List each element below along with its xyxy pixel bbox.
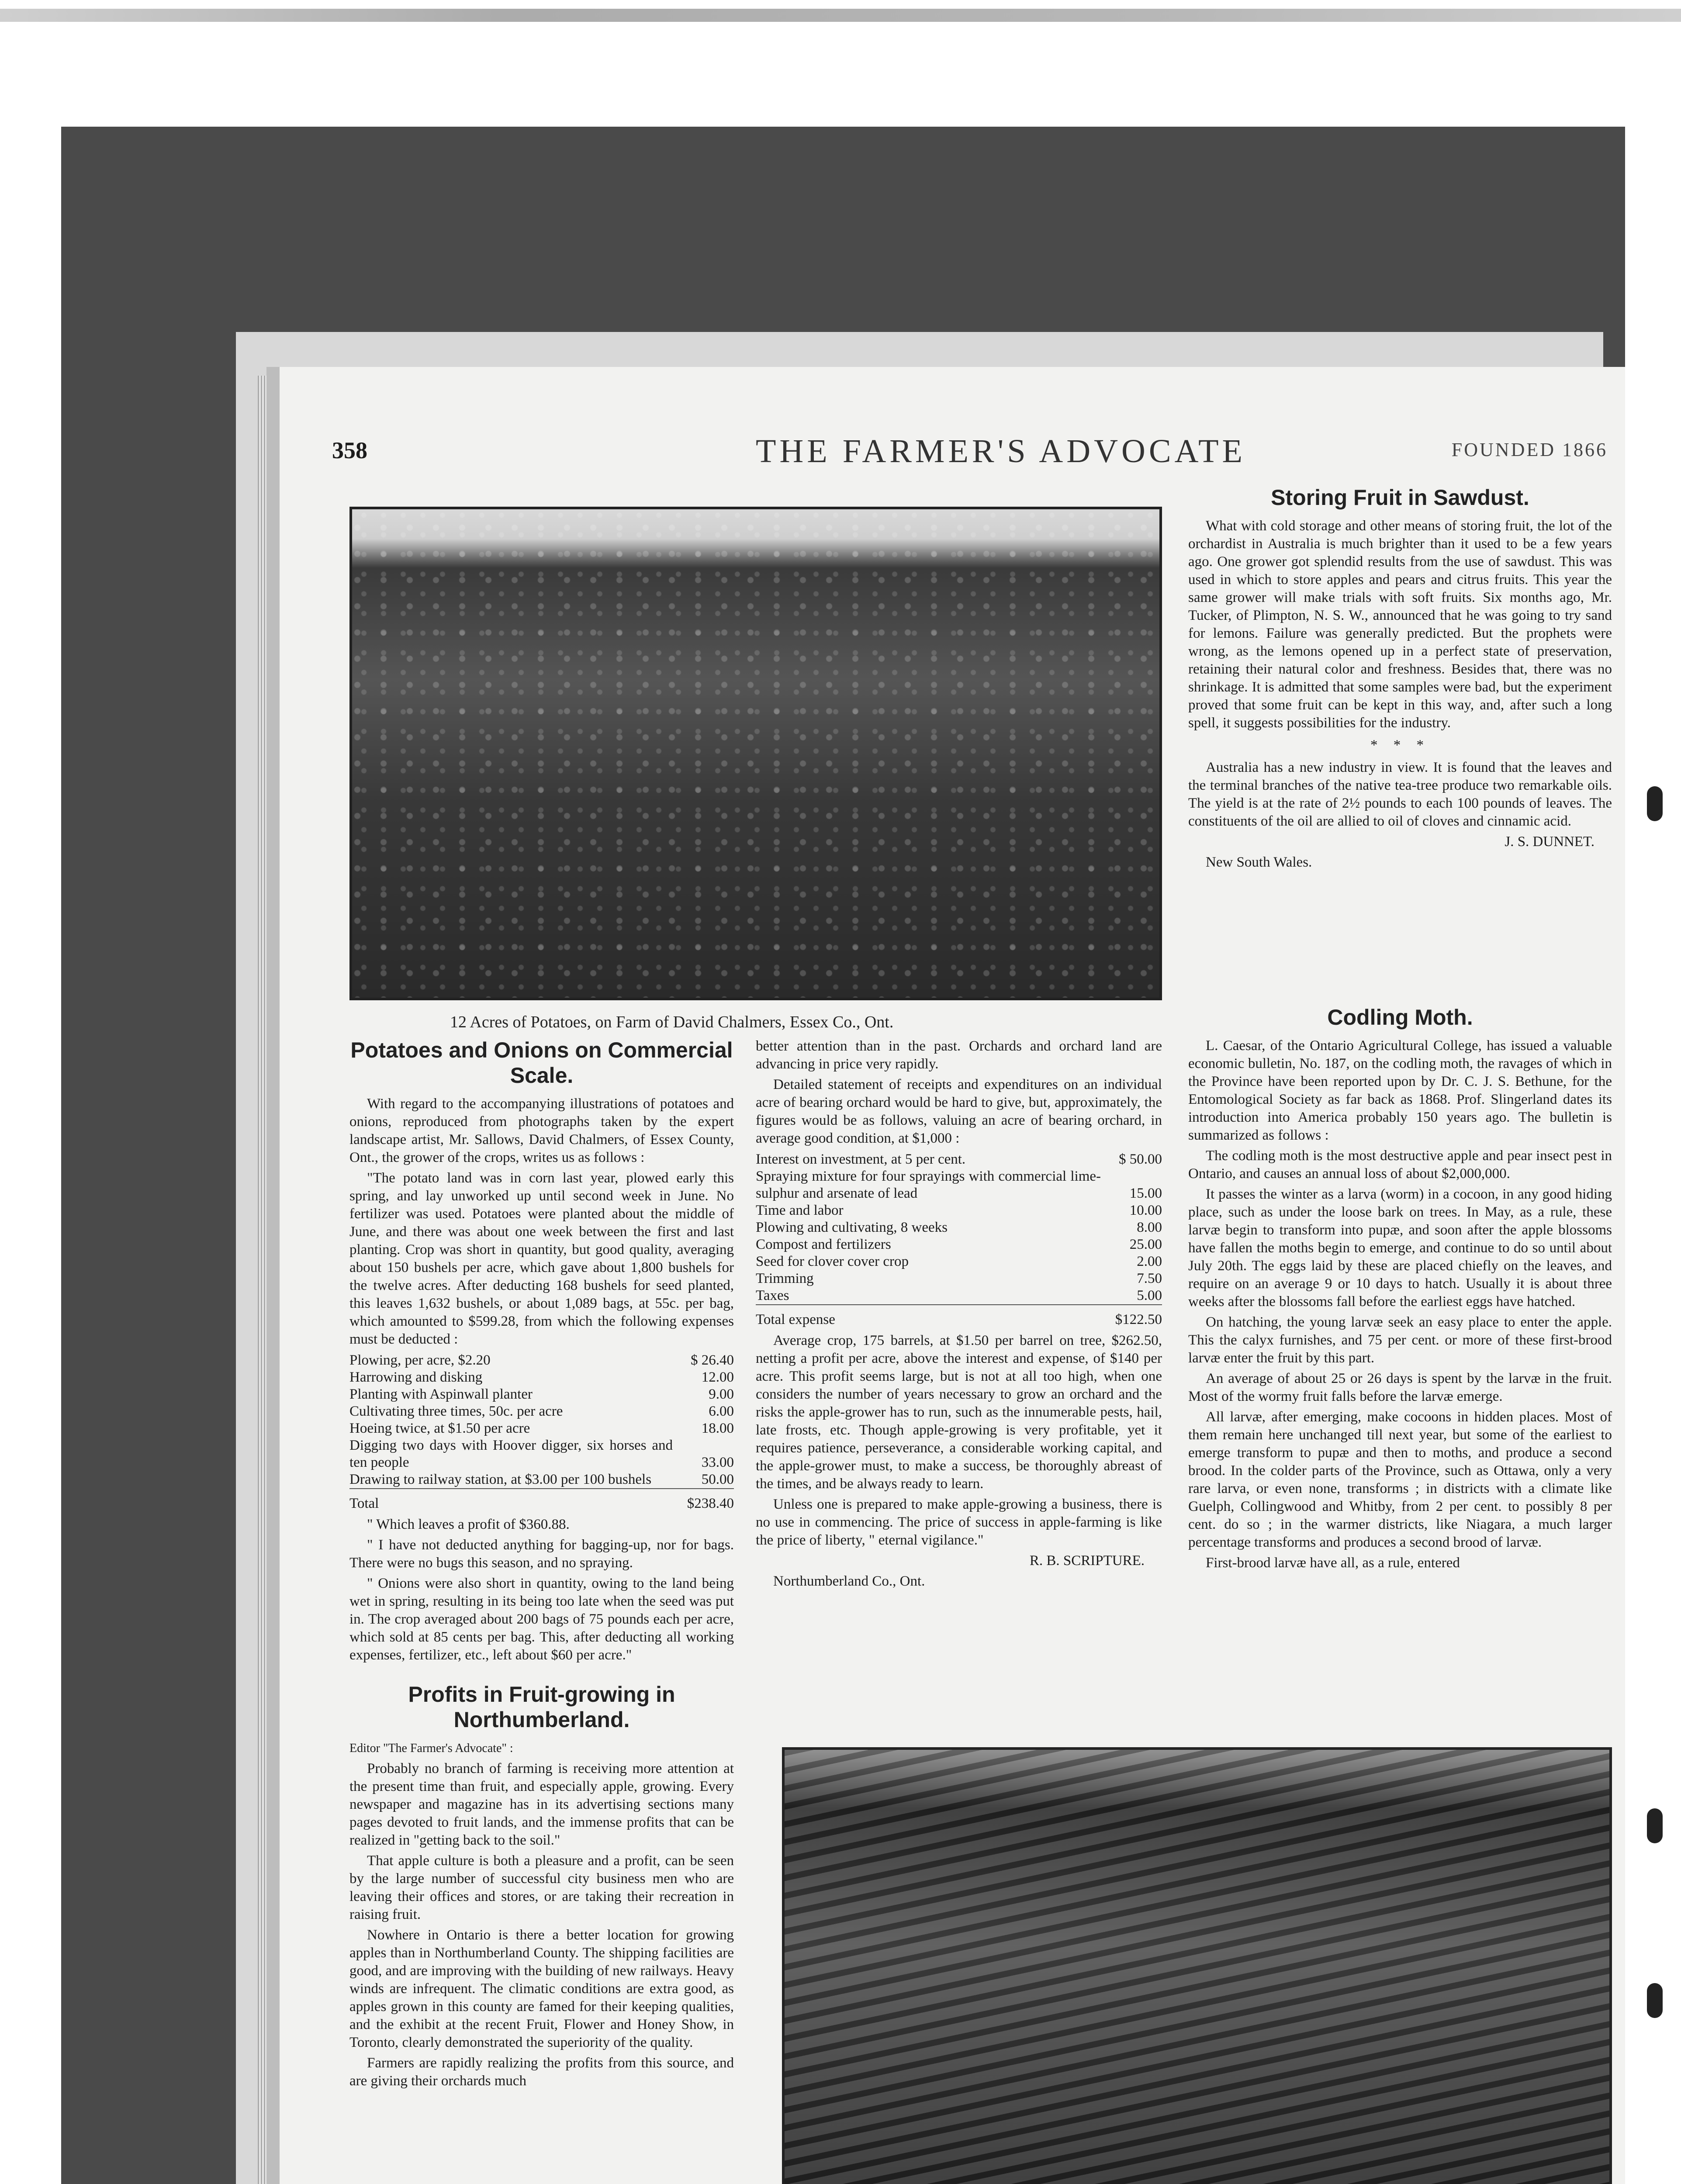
binding-hole-mark [1647, 786, 1663, 821]
paragraph: L. Caesar, of the Ontario Agricultural College, has issued a valuable economic bulletin, No. 187, on the codling moth, the ravages of which in the Province have been reported upon by Dr. C. J. S. Bethune, for the Entomological Society as far back as 1868. Prof. Slingerland dates its introduction into America probably 150 years ago. The bulletin is summarized as follows : [1188, 1038, 1612, 1143]
expense-amount: 10.00 [1129, 1203, 1162, 1218]
expense-amount: 2.00 [1137, 1254, 1162, 1269]
table-row [349, 1403, 734, 1420]
potato-field-photo [349, 507, 1162, 1000]
paragraph: better attention than in the past. Orchards and orchard land are advancing in price very rapidly. [756, 1038, 1162, 1072]
expense-item: Harrowing and disking [349, 1369, 483, 1385]
table-row [756, 1270, 1162, 1287]
table-row [756, 1287, 1162, 1305]
paragraph: All larvæ, after emerging, make cocoons in hidden places. Most of them remain here unchanged till next year, but some of the earliest to emerge transform to pupæ and then to moths, and produce a second brood. In the colder parts of the Province, such as Ottawa, only a very rare larva, or even none, transforms ; in districts with a climate like Guelph, Collingwood and Whitby, from 2 per cent. to possibly 8 per cent. do so ; in the warmer districts, like Niagara, a much larger percentage transforms and produces a second brood of larvæ. [1188, 1409, 1612, 1550]
paragraph: "The potato land was in corn last year, plowed early this spring, and lay unworked up until second week in June. No fertilizer was used. Potatoes were planted about the middle of June, and there was about one week between the first and last planting. Crop was short in quantity, but good quality, averaging about 150 bushels per acre, which gave about 1,800 bushels for the twelve acres. After deducting 168 bushels for seed planted, this leaves 1,632 bushels, or about 1,089 bags, at 55c. per bag, which amounted to $599.28, from which the following expenses must be deducted : [349, 1170, 734, 1347]
table-row [756, 1253, 1162, 1270]
expense-amount: 12.00 [701, 1369, 734, 1385]
codling-article-title: Codling Moth. [1327, 1005, 1473, 1030]
potato-photo-caption: 12 Acres of Potatoes, on Farm of David Chalmers, Essex Co., Ont. [450, 1013, 894, 1031]
expense-amount: 25.00 [1129, 1237, 1162, 1252]
table-row [349, 1420, 734, 1437]
expense-item: Cultivating three times, 50c. per acre [349, 1403, 563, 1419]
paragraph: An average of about 25 or 26 days is spent by the larvæ in the fruit. Most of the wormy fruit falls before the larvæ emerge. [1188, 1371, 1612, 1404]
paragraph: Australia has a new industry in view. It is found that the leaves and the terminal branches of the native tea-tree produce two remarkable oils. The yield is at the rate of 2½ pounds to each 100 pounds of leaves. The constituents of the oil are allied to oil of cloves and cinnamic acid. [1188, 760, 1612, 829]
expense-item: Drawing to railway station, at $3.00 per 100 bushels [349, 1472, 652, 1487]
expense-item: Seed for clover cover crop [756, 1254, 909, 1269]
paragraph: Nowhere in Ontario is there a better location for growing apples than in Northumberland County. The shipping facilities are good, and are improving with the building of new railways. Heavy winds are infrequent. The climatic conditions are extra good, as apples grown in this county are famed for their keeping qualities, and the exhibit at the recent Fruit, Flower and Honey Show, in Toronto, clearly demonstrated the superiority of the quality. [349, 1927, 734, 2050]
table-row [349, 1386, 734, 1403]
expense-amount: $ 26.40 [691, 1352, 734, 1368]
expense-amount: 9.00 [709, 1386, 734, 1402]
paragraph: What with cold storage and other means of storing fruit, the lot of the orchardist in Australia is much brighter than it used to be a few years ago. One grower got splendid results from the use of sawdust. This was used in which to store apples and pears and citrus fruits. This year the same grower will make trials with soft fruits. Six months ago, Mr. Tucker, of Plimpton, N. S. W., announced that he was going to try sand for lemons. Failure was generally predicted. But the prophets were wrong, as the lemons opened up in a perfect state of preservation, retaining their natural color and freshness. Besides that, there was no shrinkage. It is admitted that some samples were bad, but the experiment proved that some fruit can be kept in this way, and, after such a long spell, it suggests possibilities for the industry. [1188, 518, 1612, 731]
paragraph: Probably no branch of farming is receiving more attention at the present time than fruit, and especially apple, growing. Every newspaper and magazine has in its advertising sections many pages devoted to fruit lands, and the immense profits that can be realized in "getting back to the soil." [349, 1761, 734, 1848]
expense-item: Interest on investment, at 5 per cent. [756, 1151, 966, 1167]
table-row [756, 1219, 1162, 1236]
author-signature: J. S. DUNNET. [1505, 834, 1595, 850]
paragraph: It passes the winter as a larva (worm) in a cocoon, in any good hiding place, such as under the loose bark on trees. In May, as a rule, these larvæ begin to transform into pupæ, and soon after the apple blossoms have fallen the moths begin to emerge, and continue to do so until about July 20th. The eggs laid by these are placed chiefly on the leaves, and require on an average 9 or 10 days to hatch. Usually it is about three weeks after the blossoms fall before the earliest eggs have hatched. [1188, 1186, 1612, 1310]
column-right-top [1188, 485, 1612, 874]
table-row [756, 1236, 1162, 1253]
expense-item: Hoeing twice, at $1.50 per acre [349, 1420, 530, 1436]
expense-item: Digging two days with Hoover digger, six horses and ten people [349, 1438, 673, 1470]
table-total-row [349, 1489, 734, 1512]
paragraph: On hatching, the young larvæ seek an easy place to enter the apple. This the calyx furnishes, and 75 per cent. or more of these first-brood larvæ enter the fruit by this part. [1188, 1314, 1612, 1366]
expense-item: Compost and fertilizers [756, 1237, 891, 1252]
expense-amount: 6.00 [709, 1403, 734, 1419]
total-amount: $122.50 [1105, 1305, 1162, 1328]
table-row [349, 1471, 734, 1489]
table-total-row [756, 1305, 1162, 1328]
total-label: Total [349, 1489, 677, 1512]
expense-amount: 50.00 [701, 1472, 734, 1487]
potato-expense-table [349, 1352, 734, 1512]
expense-amount: $ 50.00 [1119, 1151, 1162, 1167]
section-divider: * * * [1370, 737, 1430, 753]
table-row [349, 1437, 734, 1471]
expense-item: Time and labor [756, 1203, 844, 1218]
profits-article-title: Profits in Fruit-growing in Northumberland. [408, 1682, 675, 1732]
table-row [349, 1369, 734, 1386]
sawdust-article-title: Storing Fruit in Sawdust. [1271, 485, 1529, 510]
page-header [332, 432, 1608, 472]
expense-amount: 33.00 [701, 1455, 734, 1470]
book-spine [258, 376, 275, 2184]
paragraph: Average crop, 175 barrels, at $1.50 per barrel on tree, $262.50, netting a profit per acre, above the interest and expense, of $140 per acre. This profit seems large, but is not at all too high, when one considers the number of years necessary to grow an orchard and the risks the apple-grower has to run, such as the innumerable pests, hail, late frosts, etc. Though apple-growing is very profitable, yet it requires patience, perseverance, a considerable working capital, and the apple-grower must, to make a success, be thoroughly abreast of the times, and be always ready to learn. [756, 1333, 1162, 1492]
paragraph: First-brood larvæ have all, as a rule, entered [1206, 1555, 1460, 1571]
orchard-expense-table [756, 1151, 1162, 1328]
column-right-bottom [1188, 1005, 1612, 1575]
table-row [756, 1202, 1162, 1219]
paragraph: " I have not deducted anything for bagging-up, nor for bags. There were no bugs this season, and no spraying. [349, 1537, 734, 1571]
expense-item: Plowing, per acre, $2.20 [349, 1352, 491, 1368]
paragraph: Farmers are rapidly realizing the profits from this source, and are giving their orchards much [349, 2055, 734, 2089]
column-left [349, 1037, 734, 2093]
column-middle [756, 1037, 1162, 1593]
paragraph: " Onions were also short in quantity, owing to the land being wet in spring, resulting in its being too late when the seed was put in. The crop averaged about 200 bags of 75 pounds each per acre, which sold at 85 cents per bag. This, after deducting all working expenses, fertilizer, etc., left about $60 per acre." [349, 1576, 734, 1663]
expense-amount: 8.00 [1137, 1220, 1162, 1235]
expense-amount: 5.00 [1137, 1288, 1162, 1303]
paragraph: That apple culture is both a pleasure and a profit, can be seen by the large number of successful city business men who are leaving their offices and stores, or are taking their recreation in raising fruit. [349, 1853, 734, 1922]
binding-hole-mark [1647, 1808, 1663, 1843]
paragraph: With regard to the accompanying illustrations of potatoes and onions, reproduced from photographs taken by the expert landscape artist, Mr. Sallows, David Chalmers, of Essex County, Ont., the grower of the crops, writes us as follows : [349, 1096, 734, 1165]
author-location: Northumberland Co., Ont. [773, 1573, 925, 1589]
paragraph: " Which leaves a profit of $360.88. [367, 1517, 570, 1532]
page-number: 358 [332, 437, 367, 463]
binding-hole-mark [1647, 1983, 1663, 2018]
total-label: Total expense [756, 1305, 1105, 1328]
editor-salutation: Editor "The Farmer's Advocate" : [349, 1742, 513, 1755]
expense-amount: 18.00 [701, 1420, 734, 1436]
founded-date: FOUNDED 1866 [1451, 439, 1608, 460]
table-row [756, 1168, 1162, 1202]
paragraph: Unless one is prepared to make apple-growing a business, there is no use in commencing. The price of success in apple-farming is like the price of liberty, " eternal vigilance." [756, 1496, 1162, 1548]
expense-item: Taxes [756, 1288, 789, 1303]
expense-item: Trimming [756, 1271, 814, 1286]
author-signature: R. B. SCRIPTURE. [1029, 1553, 1145, 1569]
table-row [349, 1352, 734, 1369]
table-row [756, 1151, 1162, 1168]
onion-field-photo [782, 1747, 1612, 2184]
masthead: THE FARMER'S ADVOCATE [756, 433, 1246, 470]
paragraph: The codling moth is the most destructive apple and pear insect pest in Ontario, and causes an annual loss of about $2,000,000. [1188, 1148, 1612, 1182]
expense-item: Spraying mixture for four sprayings with commercial lime-sulphur and arsenate of lead [756, 1168, 1101, 1201]
expense-amount: 15.00 [1129, 1185, 1162, 1201]
author-location: New South Wales. [1206, 854, 1312, 870]
expense-item: Plowing and cultivating, 8 weeks [756, 1220, 948, 1235]
scan-edge-strip [0, 9, 1681, 22]
newspaper-page [280, 367, 1625, 2184]
expense-amount: 7.50 [1137, 1271, 1162, 1286]
total-amount: $238.40 [677, 1489, 734, 1512]
paragraph: Detailed statement of receipts and expenditures on an individual acre of bearing orchard would be hard to give, but, approximately, the figures would be as follows, valuing an acre of bearing orchard, in average good condition, at $1,000 : [756, 1077, 1162, 1146]
potatoes-article-title: Potatoes and Onions on Commercial Scale. [350, 1038, 733, 1088]
expense-item: Planting with Aspinwall planter [349, 1386, 533, 1402]
